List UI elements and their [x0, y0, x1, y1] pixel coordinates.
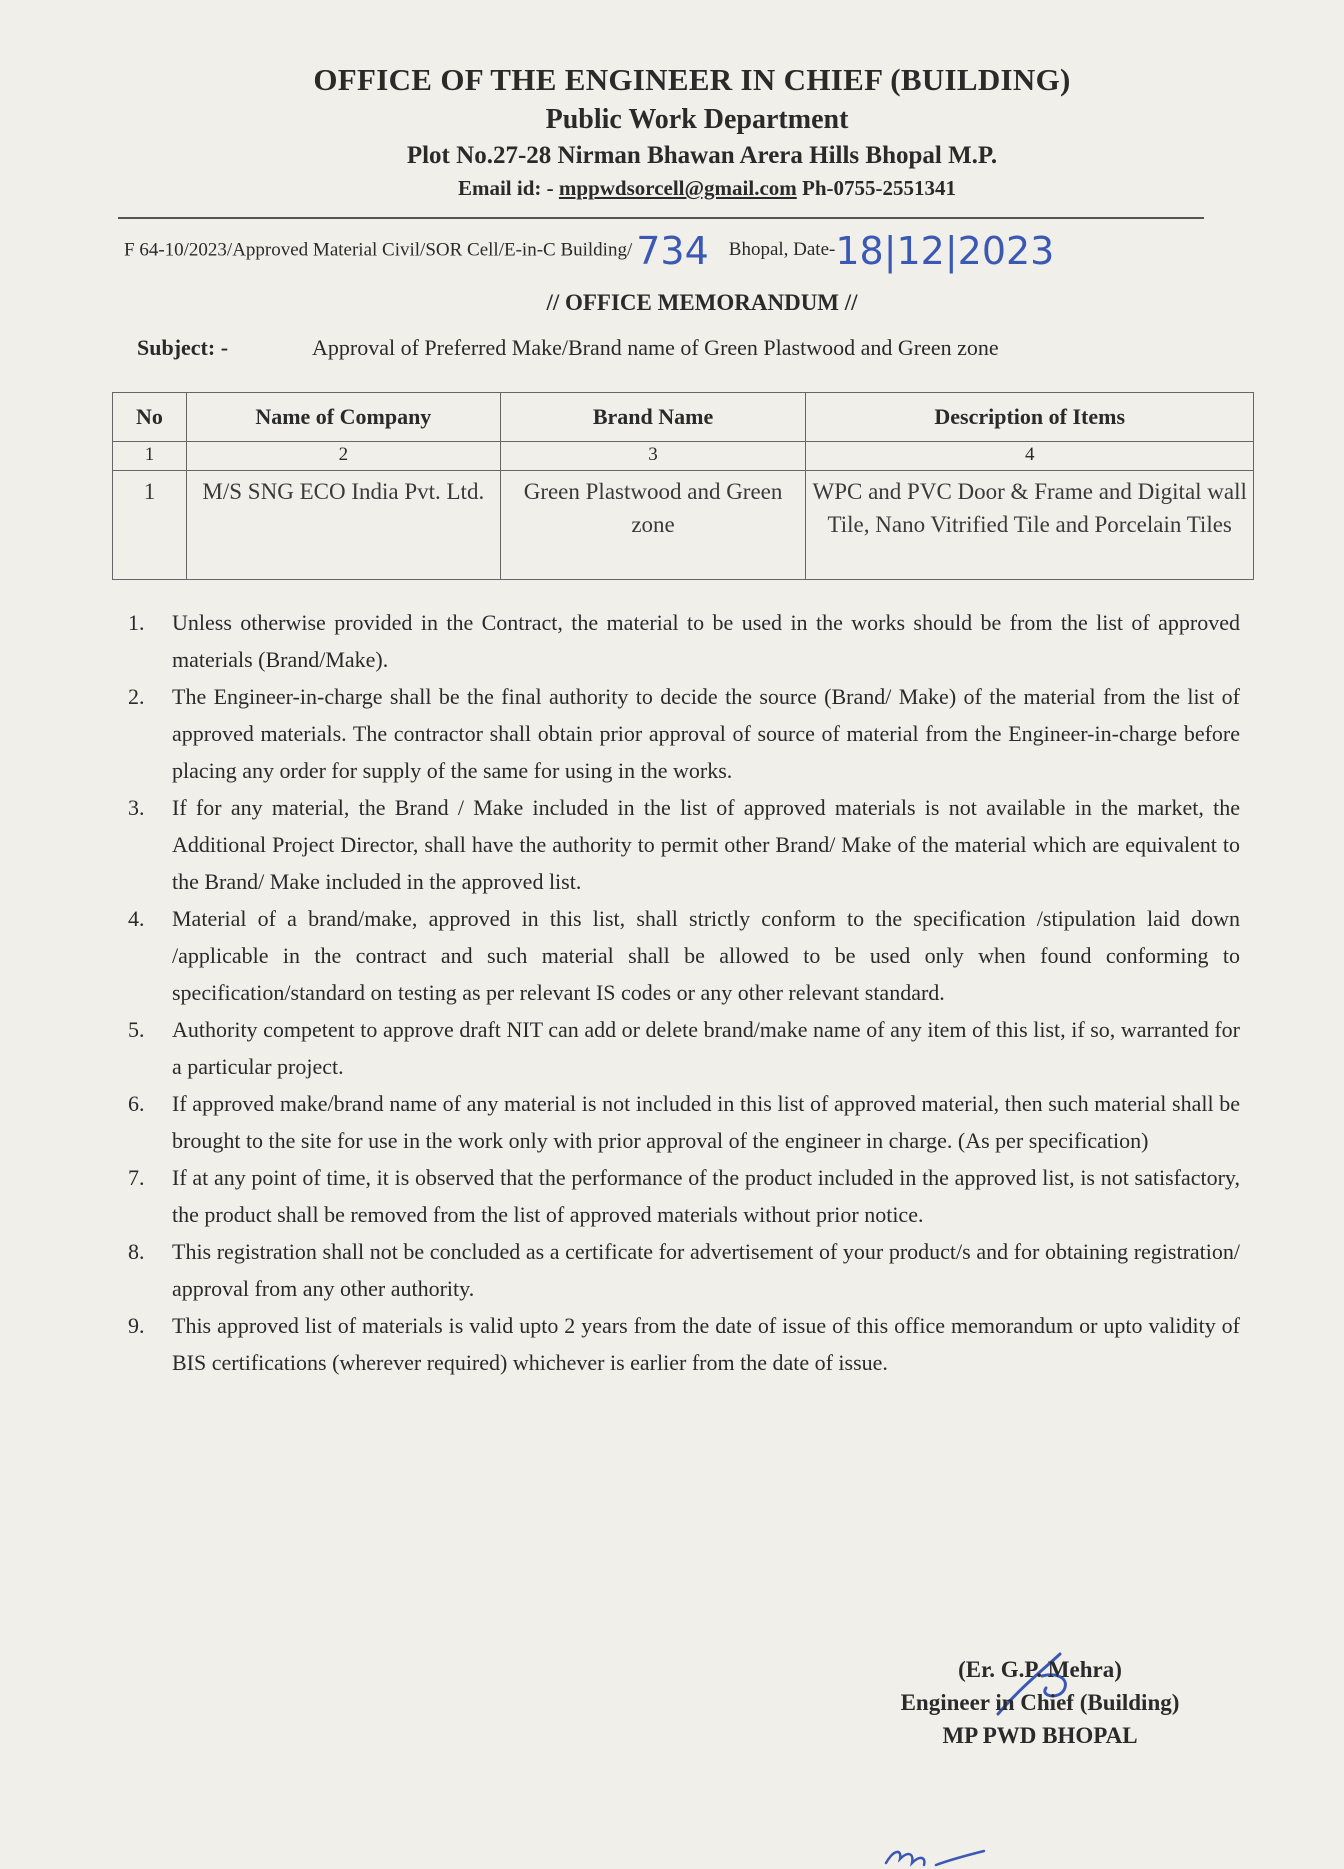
approved-material-table: [112, 392, 1254, 580]
condition-text: If approved make/brand name of any material is not included in this list of approved material, then such material shall be brought to the site for use in the work only with prior approval of the engineer in charge. (As per specification): [172, 1091, 1240, 1153]
condition-text: If for any material, the Brand / Make included in the list of approved materials is not available in the market, the Additional Project Director, shall have the authority to permit other Brand/ Make of the material which are equivalent to the Brand/ Make included in the approved list.: [172, 795, 1240, 894]
row-no: 1: [113, 471, 187, 580]
condition-item: [128, 789, 1240, 900]
signatory-block: [800, 1653, 1280, 1752]
condition-item: [128, 1085, 1240, 1159]
condition-text: Authority competent to approve draft NIT can add or delete brand/make name of any item of this list, if so, warranted for a particular project.: [172, 1017, 1240, 1079]
condition-number: 6.: [128, 1091, 145, 1116]
phone-number: Ph-0755-2551341: [796, 176, 957, 200]
office-address: Plot No.27-28 Nirman Bhawan Arera Hills Bhopal M.P.: [406, 142, 998, 169]
conditions-list: [128, 604, 1240, 1381]
contact-line: [70, 176, 1344, 201]
signatory-name: (Er. G.P. Mehra): [958, 1657, 1122, 1682]
condition-number: 7.: [128, 1165, 145, 1190]
condition-text: This registration shall not be concluded as a certificate for advertisement of your product/s and for obtaining registration/ approval from any other authority.: [172, 1239, 1240, 1301]
condition-number: 8.: [128, 1239, 145, 1264]
condition-item: [128, 1011, 1240, 1085]
condition-number: 5.: [128, 1017, 145, 1042]
column-index: 3: [500, 442, 806, 471]
condition-number: 4.: [128, 906, 145, 931]
condition-item: [128, 604, 1240, 678]
subject-line: [137, 335, 999, 361]
condition-text: The Engineer-in-charge shall be the final authority to decide the source (Brand/ Make) of the material from the list of approved materials. The contractor shall obtain prior approval of source of material from the Engineer-in-charge before placing any order for supply of the same for using in the works.: [172, 684, 1240, 783]
signatory-office: MP PWD BHOPAL: [942, 1723, 1138, 1748]
memo-title: // OFFICE MEMORANDUM //: [546, 290, 858, 315]
condition-number: 2.: [128, 684, 145, 709]
item-description: WPC and PVC Door & Frame and Digital wall Tile, Nano Vitrified Tile and Porcelain Tiles: [806, 471, 1254, 580]
condition-item: [128, 1307, 1240, 1381]
reference-line: [124, 229, 1324, 273]
file-number: F 64-10/2023/Approved Material Civil/SOR Cell/E-in-C Building/: [124, 239, 633, 261]
office-name: OFFICE OF THE ENGINEER IN CHIEF (BUILDING): [313, 62, 1071, 97]
place-date-label: Bhopal, Date-: [728, 239, 836, 261]
condition-number: 9.: [128, 1313, 145, 1338]
column-index-row: [113, 442, 1254, 471]
signatory-designation: Engineer in Chief (Building): [900, 1690, 1180, 1715]
header-no: No: [113, 393, 187, 442]
letterhead: [0, 62, 1344, 201]
condition-number: 3.: [128, 795, 145, 820]
header-company: Name of Company: [186, 393, 500, 442]
handwritten-dispatch-number: 734: [636, 229, 709, 273]
column-index: 1: [113, 442, 187, 471]
condition-text: If at any point of time, it is observed that the performance of the product included in the approved list, is not satisfactory, the product shall be removed from the list of approved materials without prior notice.: [172, 1165, 1240, 1227]
condition-item: [128, 900, 1240, 1011]
condition-text: This approved list of materials is valid upto 2 years from the date of issue of this office memorandum or upto validity of BIS certifications (wherever required) whichever is earlier from the date of issue.: [172, 1313, 1240, 1375]
letterhead-divider: [118, 217, 1204, 219]
subject-text: Approval of Preferred Make/Brand name of Green Plastwood and Green zone: [312, 335, 999, 360]
handwritten-date: 18|12|2023: [835, 229, 1055, 273]
condition-text: Material of a brand/make, approved in this list, shall strictly conform to the specification /stipulation laid down /applicable in the contract and such material shall be allowed to be used only when found conforming to specification/standard on testing as per relevant IS codes or any other relevant standard.: [172, 906, 1240, 1005]
column-index: 4: [806, 442, 1254, 471]
company-name: M/S SNG ECO India Pvt. Ltd.: [186, 471, 500, 580]
email-link[interactable]: mppwdsorcell@gmail.com: [558, 176, 797, 200]
condition-item: [128, 1233, 1240, 1307]
column-index: 2: [186, 442, 500, 471]
condition-number: 1.: [128, 610, 145, 635]
email-label: Email id: -: [457, 176, 559, 200]
condition-text: Unless otherwise provided in the Contract, the material to be used in the works should be from the list of approved materials (Brand/Make).: [172, 610, 1240, 672]
header-brand: Brand Name: [500, 393, 806, 442]
condition-item: [128, 1159, 1240, 1233]
table-row: [113, 471, 1254, 580]
handwritten-initial-mark: [880, 1845, 990, 1869]
brand-name: Green Plastwood and Green zone: [500, 471, 806, 580]
subject-label: Subject: -: [137, 335, 229, 360]
header-description: Description of Items: [806, 393, 1254, 442]
department-name: Public Work Department: [545, 104, 849, 135]
condition-item: [128, 678, 1240, 789]
